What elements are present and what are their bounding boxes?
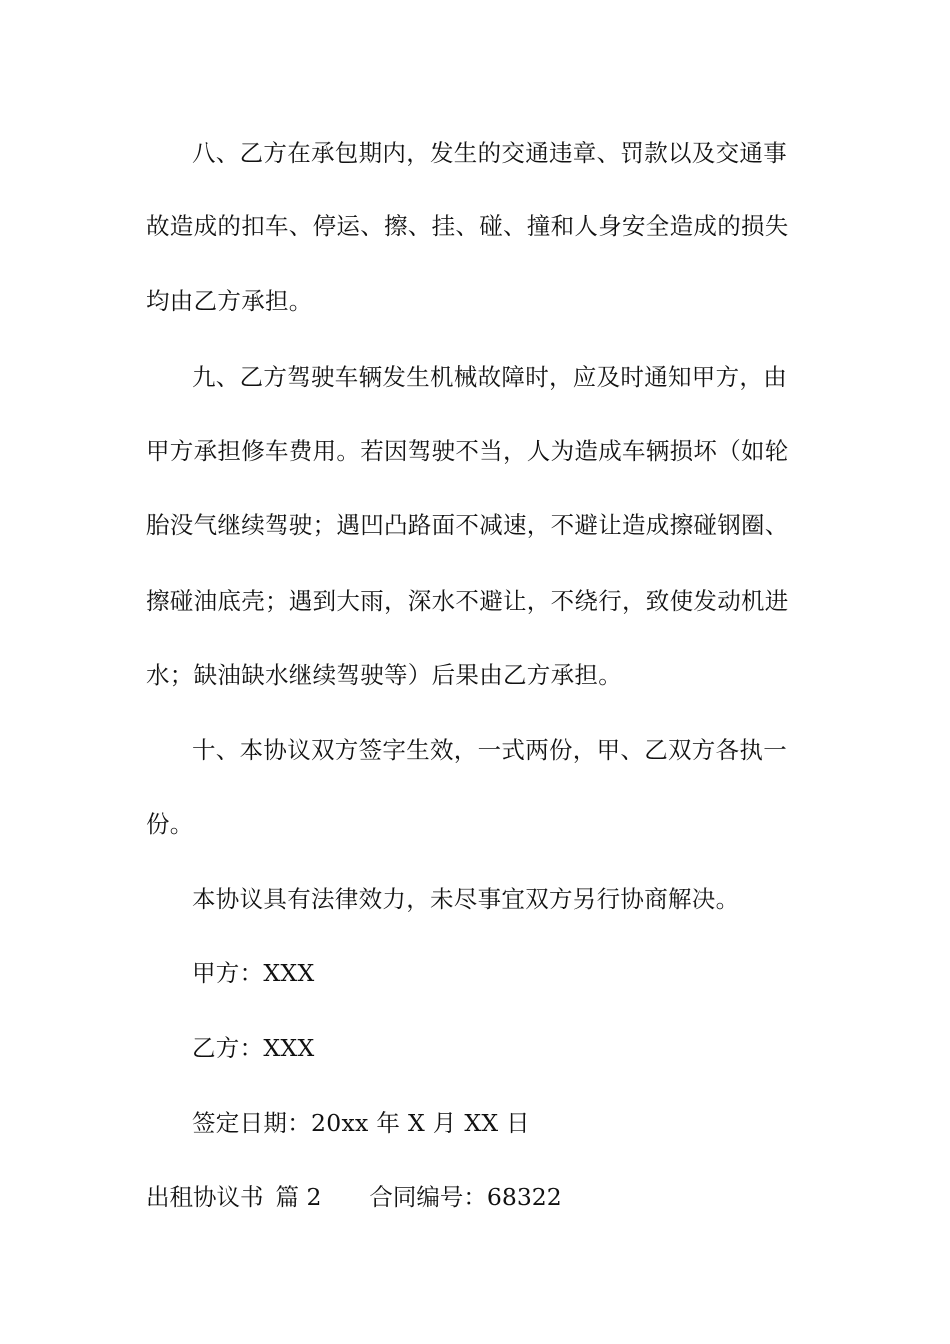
closing-statement: 本协议具有法律效力，未尽事宜双方另行协商解决。 (192, 885, 740, 913)
clause-8-line-2: 故造成的扣车、停运、擦、挂、碰、撞和人身安全造成的损失 (146, 212, 789, 240)
clause-10-line-2: 份。 (146, 810, 194, 838)
clause-9-line-5: 水；缺油缺水继续驾驶等）后果由乙方承担。 (146, 661, 622, 689)
clause-10-line-1: 十、本协议双方签字生效，一式两份，甲、乙双方各执一 (192, 736, 787, 764)
party-b-signature: 乙方：XXX (192, 1034, 315, 1062)
next-document-section: 篇 2 (275, 1183, 322, 1211)
clause-9-line-4: 擦碰油底壳；遇到大雨，深水不避让，不绕行，致使发动机进 (146, 587, 789, 615)
party-a-signature: 甲方：XXX (192, 959, 315, 987)
next-document-header (146, 1182, 562, 1212)
contract-number: 合同编号：68322 (369, 1183, 562, 1211)
next-document-title: 出租协议书 (146, 1183, 264, 1211)
sign-date: 签定日期：20xx 年 X 月 XX 日 (192, 1109, 530, 1137)
clause-9-line-2: 甲方承担修车费用。若因驾驶不当，人为造成车辆损坏（如轮 (146, 437, 789, 465)
clause-9-line-3: 胎没气继续驾驶；遇凹凸路面不减速，不避让造成擦碰钢圈、 (146, 511, 789, 539)
clause-8-line-1: 八、乙方在承包期内，发生的交通违章、罚款以及交通事 (192, 139, 787, 167)
clause-8-line-3: 均由乙方承担。 (146, 287, 313, 315)
clause-9-line-1: 九、乙方驾驶车辆发生机械故障时，应及时通知甲方，由 (192, 363, 787, 391)
